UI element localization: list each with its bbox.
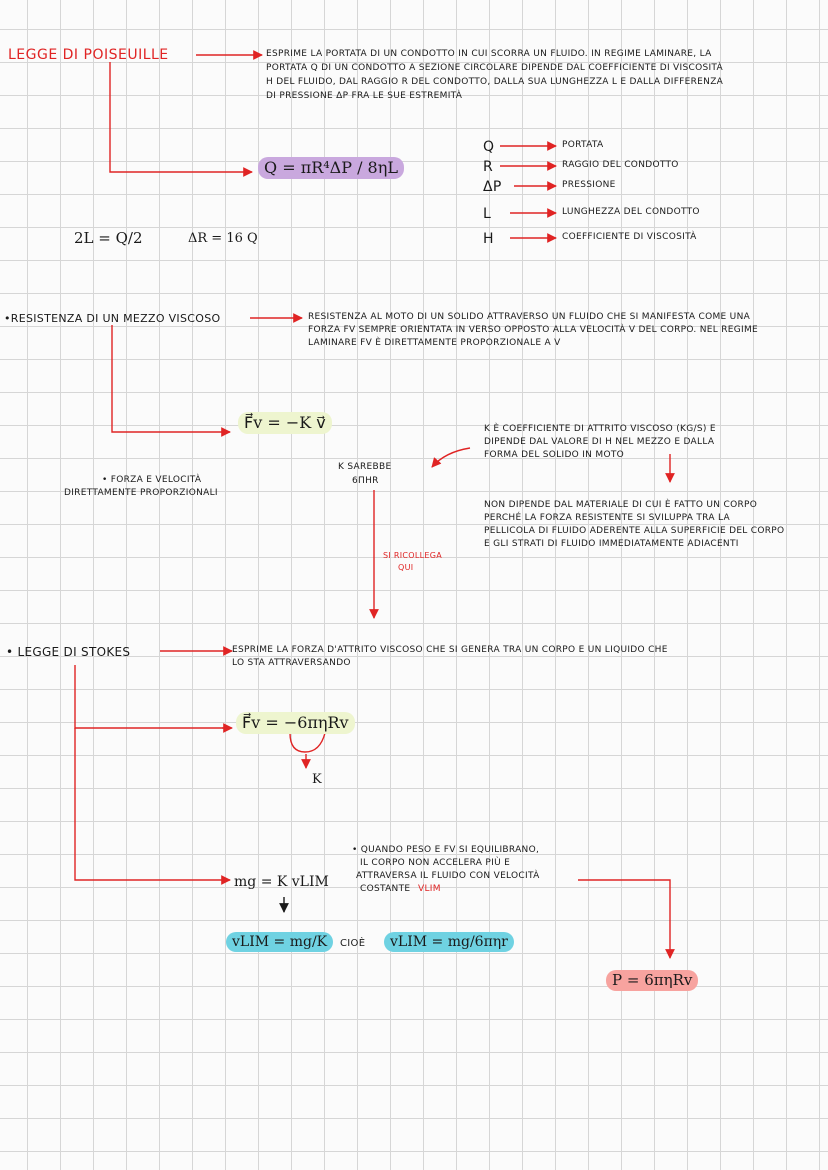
nondip-line: PERCHÉ LA FORZA RESISTENTE SI SVILUPPA TRA LA — [484, 513, 730, 523]
coef-line: DIPENDE DAL VALORE DI Η NEL MEZZO E DALLA — [484, 437, 715, 447]
resistenza-desc-line: FORZA FV SEMPRE ORIENTATA IN VERSO OPPOSTO ALLA VELOCITÀ V DEL CORPO. NEL REGIME — [308, 325, 759, 335]
quando-line: IL CORPO NON ACCELERA PIÙ E — [360, 858, 511, 868]
ricollega-line: QUI — [398, 563, 414, 572]
resistenza-desc-line: LAMINARE FV È DIRETTAMENTE PROPORZIONALE A V — [308, 338, 561, 348]
quando-line: COSTANTE — [360, 884, 411, 894]
poiseuille-desc-line: Η DEL FLUIDO, DAL RAGGIO R DEL CONDOTTO, DALLA SUA LUNGHEZZA L E DALLA DIFFERENZA — [266, 77, 724, 87]
poiseuille-formula: Q = πR⁴ΔP / 8ηL — [258, 157, 404, 179]
nondip-line: NON DIPENDE DAL MATERIALE DI CUI È FATTO UN CORPO — [484, 500, 758, 510]
forza-line: DIRETTAMENTE PROPORZIONALI — [64, 488, 218, 498]
quando-line: ATTRAVERSA IL FLUIDO CON VELOCITÀ — [356, 871, 540, 881]
stokes-formula: F⃗v = −6πηRv — [236, 712, 355, 734]
legend-label: COEFFICIENTE DI VISCOSITÀ — [562, 232, 697, 242]
resistenza-desc-line: RESISTENZA AL MOTO DI UN SOLIDO ATTRAVERSO UN FLUIDO CHE SI MANIFESTA COME UNA — [308, 312, 751, 322]
vlim-expanded-formula: vLIM = mg/6πηr — [384, 932, 514, 952]
ricollega-line: SI RICOLLEGA — [383, 551, 443, 560]
quando-line: • QUANDO PESO E FV SI EQUILIBRANO, — [352, 845, 540, 855]
resistenza-formula: F⃗v = −K v⃗ — [238, 412, 332, 434]
nondip-line: PELLICOLA DI FLUIDO ADERENTE ALLA SUPERFICIE DEL CORPO — [484, 526, 785, 536]
legend-label: RAGGIO DEL CONDOTTO — [562, 160, 679, 170]
coef-line: K È COEFFICIENTE DI ATTRITO VISCOSO (KG/S) E — [484, 424, 716, 434]
stokes-desc-line: ESPRIME LA FORZA D'ATTRITO VISCOSO CHE SI GENERA TRA UN CORPO E UN LIQUIDO CHE — [232, 645, 668, 655]
cioe-label: CIOÈ — [340, 938, 366, 949]
nondip-line: E GLI STRATI DI FLUIDO IMMEDIATAMENTE ADIACENTI — [484, 539, 739, 549]
legend-label: PRESSIONE — [562, 180, 616, 190]
k-label: K — [312, 772, 322, 787]
note-delta-r: ΔR = 16 Q — [188, 231, 258, 246]
stokes-title: • LEGGE DI STOKES — [6, 645, 131, 659]
legend-label: LUNGHEZZA DEL CONDOTTO — [562, 207, 700, 217]
peso-formula: P = 6πηRv — [606, 970, 698, 991]
legend-symbol: Q — [483, 139, 495, 155]
forza-line: • FORZA E VELOCITÀ — [102, 475, 202, 485]
vlim-formula: vLIM = mg/K — [226, 932, 333, 952]
poiseuille-desc-line: PORTATA Q DI UN CONDOTTO A SEZIONE CIRCOLARE DIPENDE DAL COEFFICIENTE DI VISCOSITÀ — [266, 63, 723, 73]
quando-vlim: VLIM — [418, 884, 441, 894]
note-2l: 2L = Q/2 — [74, 229, 143, 247]
stokes-desc-line: LO STA ATTRAVERSANDO — [232, 658, 351, 668]
poiseuille-desc-line: ESPRIME LA PORTATA DI UN CONDOTTO IN CUI SCORRA UN FLUIDO. IN REGIME LAMINARE, LA — [266, 49, 712, 59]
legend-symbol: Η — [483, 231, 494, 247]
legend-symbol: R — [483, 159, 494, 175]
poiseuille-title: LEGGE DI POISEUILLE — [8, 47, 169, 63]
resistenza-title: •RESISTENZA DI UN MEZZO VISCOSO — [4, 312, 221, 325]
coef-line: FORMA DEL SOLIDO IN MOTO — [484, 450, 625, 460]
k-line: K SAREBBE — [338, 462, 392, 472]
equation-mg: mg = K vLIM — [234, 874, 329, 890]
legend-symbol: ΔP — [483, 179, 502, 195]
poiseuille-desc-line: DI PRESSIONE ΔP FRA LE SUE ESTREMITÀ — [266, 91, 463, 101]
legend-label: PORTATA — [562, 140, 604, 150]
k-line: 6ΠΗR — [352, 476, 379, 486]
legend-symbol: L — [483, 206, 492, 222]
